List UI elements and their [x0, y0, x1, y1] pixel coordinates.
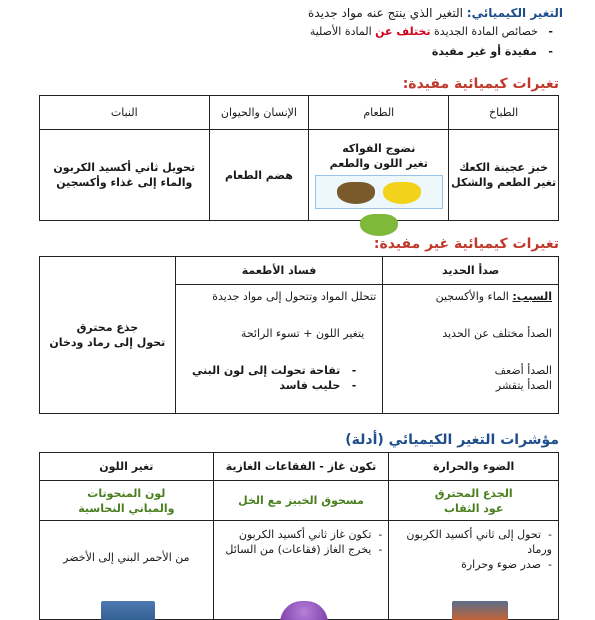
banana-ripening-image: [315, 175, 443, 209]
indicator-detail-color: [40, 521, 214, 620]
indicator-header-color: تغير اللون: [40, 453, 214, 481]
light-detail-1-text: تحول إلى ثاني أكسيد الكربون ورماد: [406, 528, 552, 556]
rust-line-weaker: الصدأ أضعف: [494, 364, 552, 377]
bubbles-image: [280, 601, 328, 620]
banana-brown-icon: [337, 182, 375, 204]
useful-header-food: الطعام: [309, 96, 449, 130]
useful-table: [39, 95, 559, 221]
indicator-header-gas: تكون غاز - الفقاعات الغازية: [213, 453, 389, 481]
harmful-header-rust: صدأ الحديد: [383, 257, 559, 285]
harmful-cell-burnt-log: جذع محترق تحول إلى رماد ودخان: [40, 257, 176, 414]
useful-header-human: الإنسان والحيوان: [209, 96, 309, 130]
useful-header-plant: النبات: [40, 96, 210, 130]
light-detail-2-text: صدر ضوء وحرارة: [461, 558, 542, 571]
fire-image: [452, 601, 508, 620]
harmful-table: [39, 256, 559, 414]
harmful-section-title: تغيرات كيميائية غير مفيدة:: [373, 236, 559, 252]
bullet-useful-or-not: [432, 44, 553, 59]
definition-text: التغير الذي ينتج عنه مواد جديدة: [308, 6, 463, 20]
banana-green-icon: [360, 214, 398, 236]
food-line-milk-text: حليب فاسد: [279, 379, 341, 392]
harmful-cell-food: [175, 285, 383, 414]
indicator-detail-light: [389, 521, 559, 620]
banana-yellow-icon: [383, 182, 421, 204]
definition-label: التغير الكيميائي:: [466, 6, 563, 20]
food-line-decompose: تتحلل المواد وتتحول إلى مواد جديدة: [212, 290, 377, 303]
rust-line-flakes: الصدأ يتقشر: [495, 379, 552, 392]
indicator-example-gas: مسحوق الخبيز مع الخل: [213, 481, 389, 521]
food-line-apple: [176, 363, 377, 378]
indicators-section-title: مؤشرات التغير الكيميائي (أدلة): [345, 432, 559, 448]
bullet2-text: مفيدة أو غير مفيدة: [431, 45, 537, 58]
definition-line: [308, 6, 563, 21]
rust-cause-text: الماء والأكسجين: [435, 290, 509, 303]
indicator-header-light: الضوء والحرارة: [389, 453, 559, 481]
indicator-example-color: لون المنحوتات والمباني النحاسية: [40, 481, 214, 521]
useful-cell-cook: خبز عجينة الكعك تغير الطعم والشكل: [449, 130, 559, 221]
rust-cause-label: السبب:: [512, 290, 552, 303]
light-detail-2: - صدر ضوء وحرارة: [461, 558, 552, 571]
gas-detail-2: - يخرج الغاز (فقاعات) من السائل: [225, 543, 383, 556]
indicator-detail-gas: [213, 521, 389, 620]
color-detail-text: من الأحمر البني إلى الأخضر: [63, 551, 190, 564]
harmful-cell-rust: [383, 285, 559, 414]
dash-bullet-icon: -: [351, 364, 357, 377]
food-line-milk: [176, 378, 377, 393]
indicators-table: [39, 452, 559, 620]
statue-image: [101, 601, 155, 620]
useful-cell-human: هضم الطعام: [209, 130, 309, 221]
gas-detail-2-text: يخرج الغاز (فقاعات) من السائل: [225, 543, 372, 556]
useful-section-title: تغيرات كيميائية مفيدة:: [402, 76, 559, 92]
useful-cell-food: [309, 130, 449, 221]
useful-cell-food-text: نضوج الفواكه تغير اللون والطعم: [329, 142, 428, 170]
gas-detail-1-text: تكون غاز ثاني أكسيد الكربون: [238, 528, 372, 541]
food-line-color-smell: يتغير اللون + تسوء الرائحة: [240, 327, 365, 340]
bullet1-prefix: خصائص المادة الجديدة: [434, 25, 538, 38]
dash-bullet-icon: -: [548, 25, 553, 38]
dash-bullet-icon: -: [548, 45, 553, 58]
food-line-apple-text: تفاحة تحولت إلى لون البني: [191, 364, 341, 377]
bullet1-suffix: المادة الأصلية: [309, 25, 372, 38]
useful-cell-plant: تحويل ثاني أكسيد الكربون والماء إلى غذاء وأكسجين: [40, 130, 210, 221]
indicator-example-light: الجذع المحترق عود الثقاب: [389, 481, 559, 521]
gas-detail-1: - تكون غاز ثاني أكسيد الكربون: [238, 528, 383, 541]
dash-bullet-icon: -: [351, 379, 357, 392]
light-detail-1: - تحول إلى ثاني أكسيد الكربون ورماد: [406, 528, 552, 556]
useful-header-cook: الطباخ: [449, 96, 559, 130]
rust-line-different: الصدأ مختلف عن الحديد: [442, 327, 552, 340]
harmful-header-food: فساد الأطعمة: [175, 257, 383, 285]
bullet-properties: [310, 24, 553, 39]
bullet1-emphasis: تختلف عن: [375, 25, 431, 38]
